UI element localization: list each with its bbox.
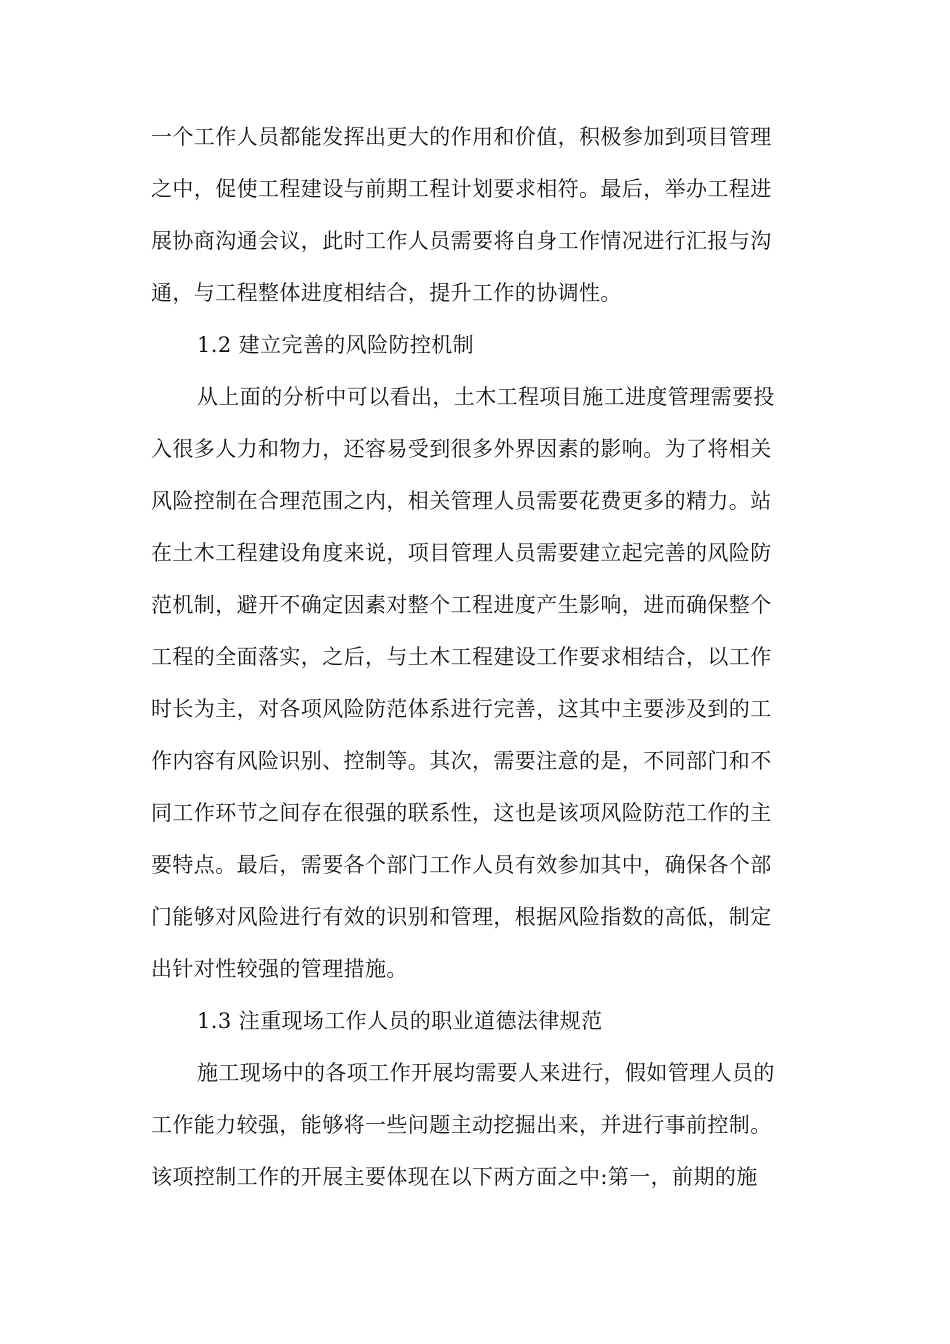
paragraph-2-line-7: 时长为主，对各项风险防范体系进行完善，这其中主要涉及到的工 xyxy=(151,697,772,721)
paragraph-1-line-2: 之中，促使工程建设与前期工程计划要求相符。最后，举办工程进 xyxy=(151,177,772,201)
paragraph-2-line-6: 工程的全面落实，之后，与土木工程建设工作要求相结合，以工作 xyxy=(151,645,772,669)
section-heading-1-3: 1.3 注重现场工作人员的职业道德法律规范 xyxy=(197,1009,603,1033)
paragraph-1-line-3: 展协商沟通会议，此时工作人员需要将自身工作情况进行汇报与沟 xyxy=(151,229,772,253)
paragraph-2-line-11: 门能够对风险进行有效的识别和管理，根据风险指数的高低，制定 xyxy=(151,905,772,929)
paragraph-1-line-4: 通，与工程整体进度相结合，提升工作的协调性。 xyxy=(151,281,622,305)
paragraph-3-line-1: 施工现场中的各项工作开展均需要人来进行，假如管理人员的 xyxy=(197,1061,775,1085)
paragraph-1-line-1: 一个工作人员都能发挥出更大的作用和价值，积极参加到项目管理 xyxy=(151,125,772,149)
paragraph-2-line-10: 要特点。最后，需要各个部门工作人员有效参加其中，确保各个部 xyxy=(151,853,772,877)
paragraph-3-line-3: 该项控制工作的开展主要体现在以下两方面之中:第一，前期的施 xyxy=(151,1165,758,1189)
paragraph-2-line-2: 入很多人力和物力，还容易受到很多外界因素的影响。为了将相关 xyxy=(151,437,772,461)
paragraph-2-line-8: 作内容有风险识别、控制等。其次，需要注意的是，不同部门和不 xyxy=(151,749,772,773)
paragraph-2-line-3: 风险控制在合理范围之内，相关管理人员需要花费更多的精力。站 xyxy=(151,489,772,513)
paragraph-2-line-9: 同工作环节之间存在很强的联系性，这也是该项风险防范工作的主 xyxy=(151,801,772,825)
section-heading-1-2: 1.2 建立完善的风险防控机制 xyxy=(197,333,475,357)
paragraph-2-line-4: 在土木工程建设角度来说，项目管理人员需要建立起完善的风险防 xyxy=(151,541,772,565)
paragraph-3-line-2: 工作能力较强，能够将一些问题主动挖掘出来，并进行事前控制。 xyxy=(151,1113,772,1137)
paragraph-2-line-5: 范机制，避开不确定因素对整个工程进度产生影响，进而确保整个 xyxy=(151,593,772,617)
paragraph-2-line-12: 出针对性较强的管理措施。 xyxy=(151,957,408,981)
paragraph-2-line-1: 从上面的分析中可以看出，土木工程项目施工进度管理需要投 xyxy=(197,385,775,409)
